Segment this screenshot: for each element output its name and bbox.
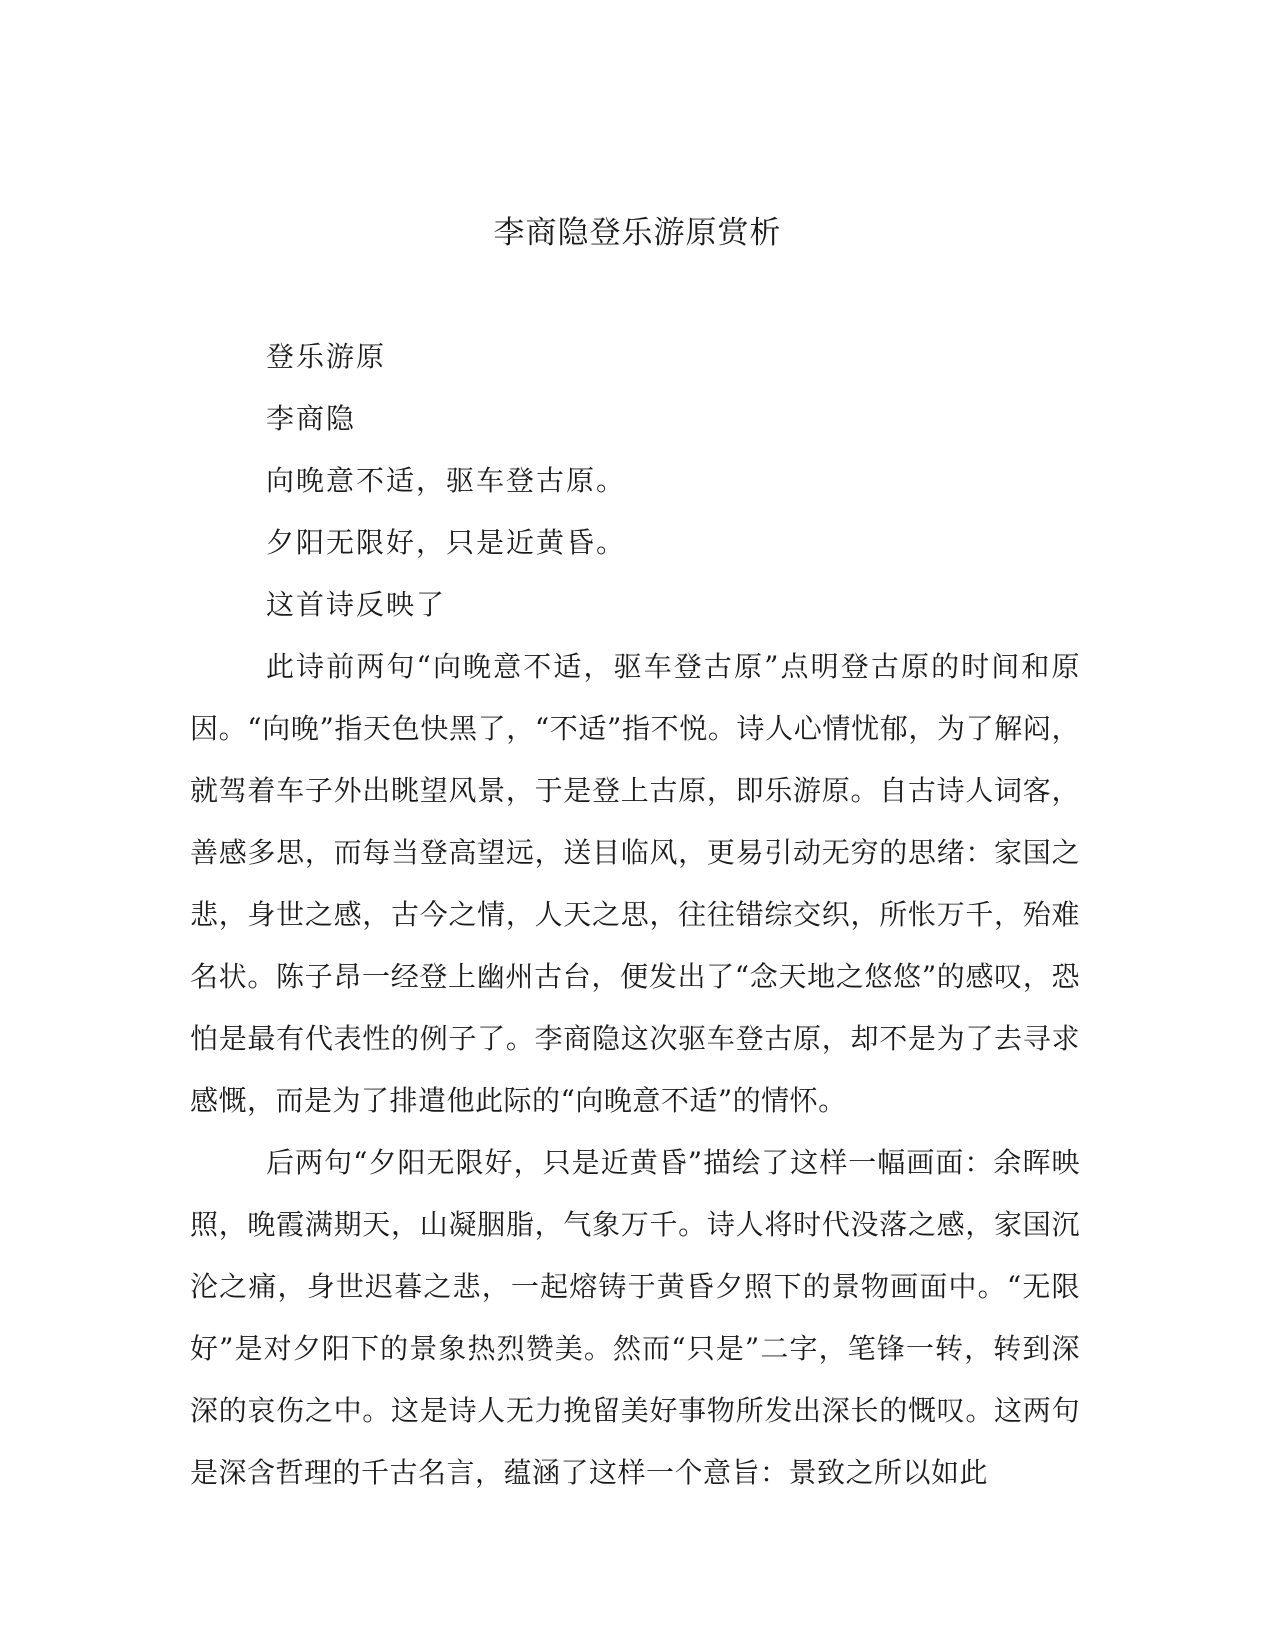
intro-line: 这首诗反映了 bbox=[266, 588, 447, 621]
paragraph-1: 此诗前两句“向晚意不适，驱车登古原”点明登古原的时间和原因。“向晚”指天色快黑了，“不适”指不悦。诗人心情忧郁，为了解闷，就驾着车子外出眺望风景，于是登上古原，即乐游原。自古诗人词客，善感多思，而每当登高望远，送目临风，更易引动无穷的思绪：家国之悲，身世之感，古今之情，人天之思，往往错综交织，所怅万千，殆难名状。陈子昂一经登上幽州古台，便发出了“念天地之悠悠”的感叹，恐怕是最有代表性的例子了。李商隐这次驱车登古原，却不是为了去寻求感慨，而是为了排遣他此际的“向晚意不适”的情怀。 bbox=[190, 650, 1080, 1117]
poem-line-2: 夕阳无限好，只是近黄昏。 bbox=[266, 526, 627, 559]
poem-line-1: 向晚意不适，驱车登古原。 bbox=[266, 464, 627, 497]
poem-name: 登乐游原 bbox=[266, 340, 387, 373]
paragraph-2: 后两句“夕阳无限好，只是近黄昏”描绘了这样一幅画面：余晖映照，晚霞满期天，山凝胭脂，气象万千。诗人将时代没落之感，家国沉沦之痛，身世迟暮之悲，一起熔铸于黄昏夕照下的景物画面中。“无限好”是对夕阳下的景象热烈赞美。然而“只是”二字，笔锋一转，转到深深的哀伤之中。这是诗人无力挽留美好事物所发出深长的慨叹。这两句是深含哲理的千古名言，蕴涵了这样一个意旨：景致之所以如此 bbox=[190, 1146, 1080, 1489]
document-title: 李商隐登乐游原赏析 bbox=[493, 215, 782, 251]
poem-author: 李商隐 bbox=[266, 402, 357, 435]
document-body bbox=[190, 326, 1080, 1504]
